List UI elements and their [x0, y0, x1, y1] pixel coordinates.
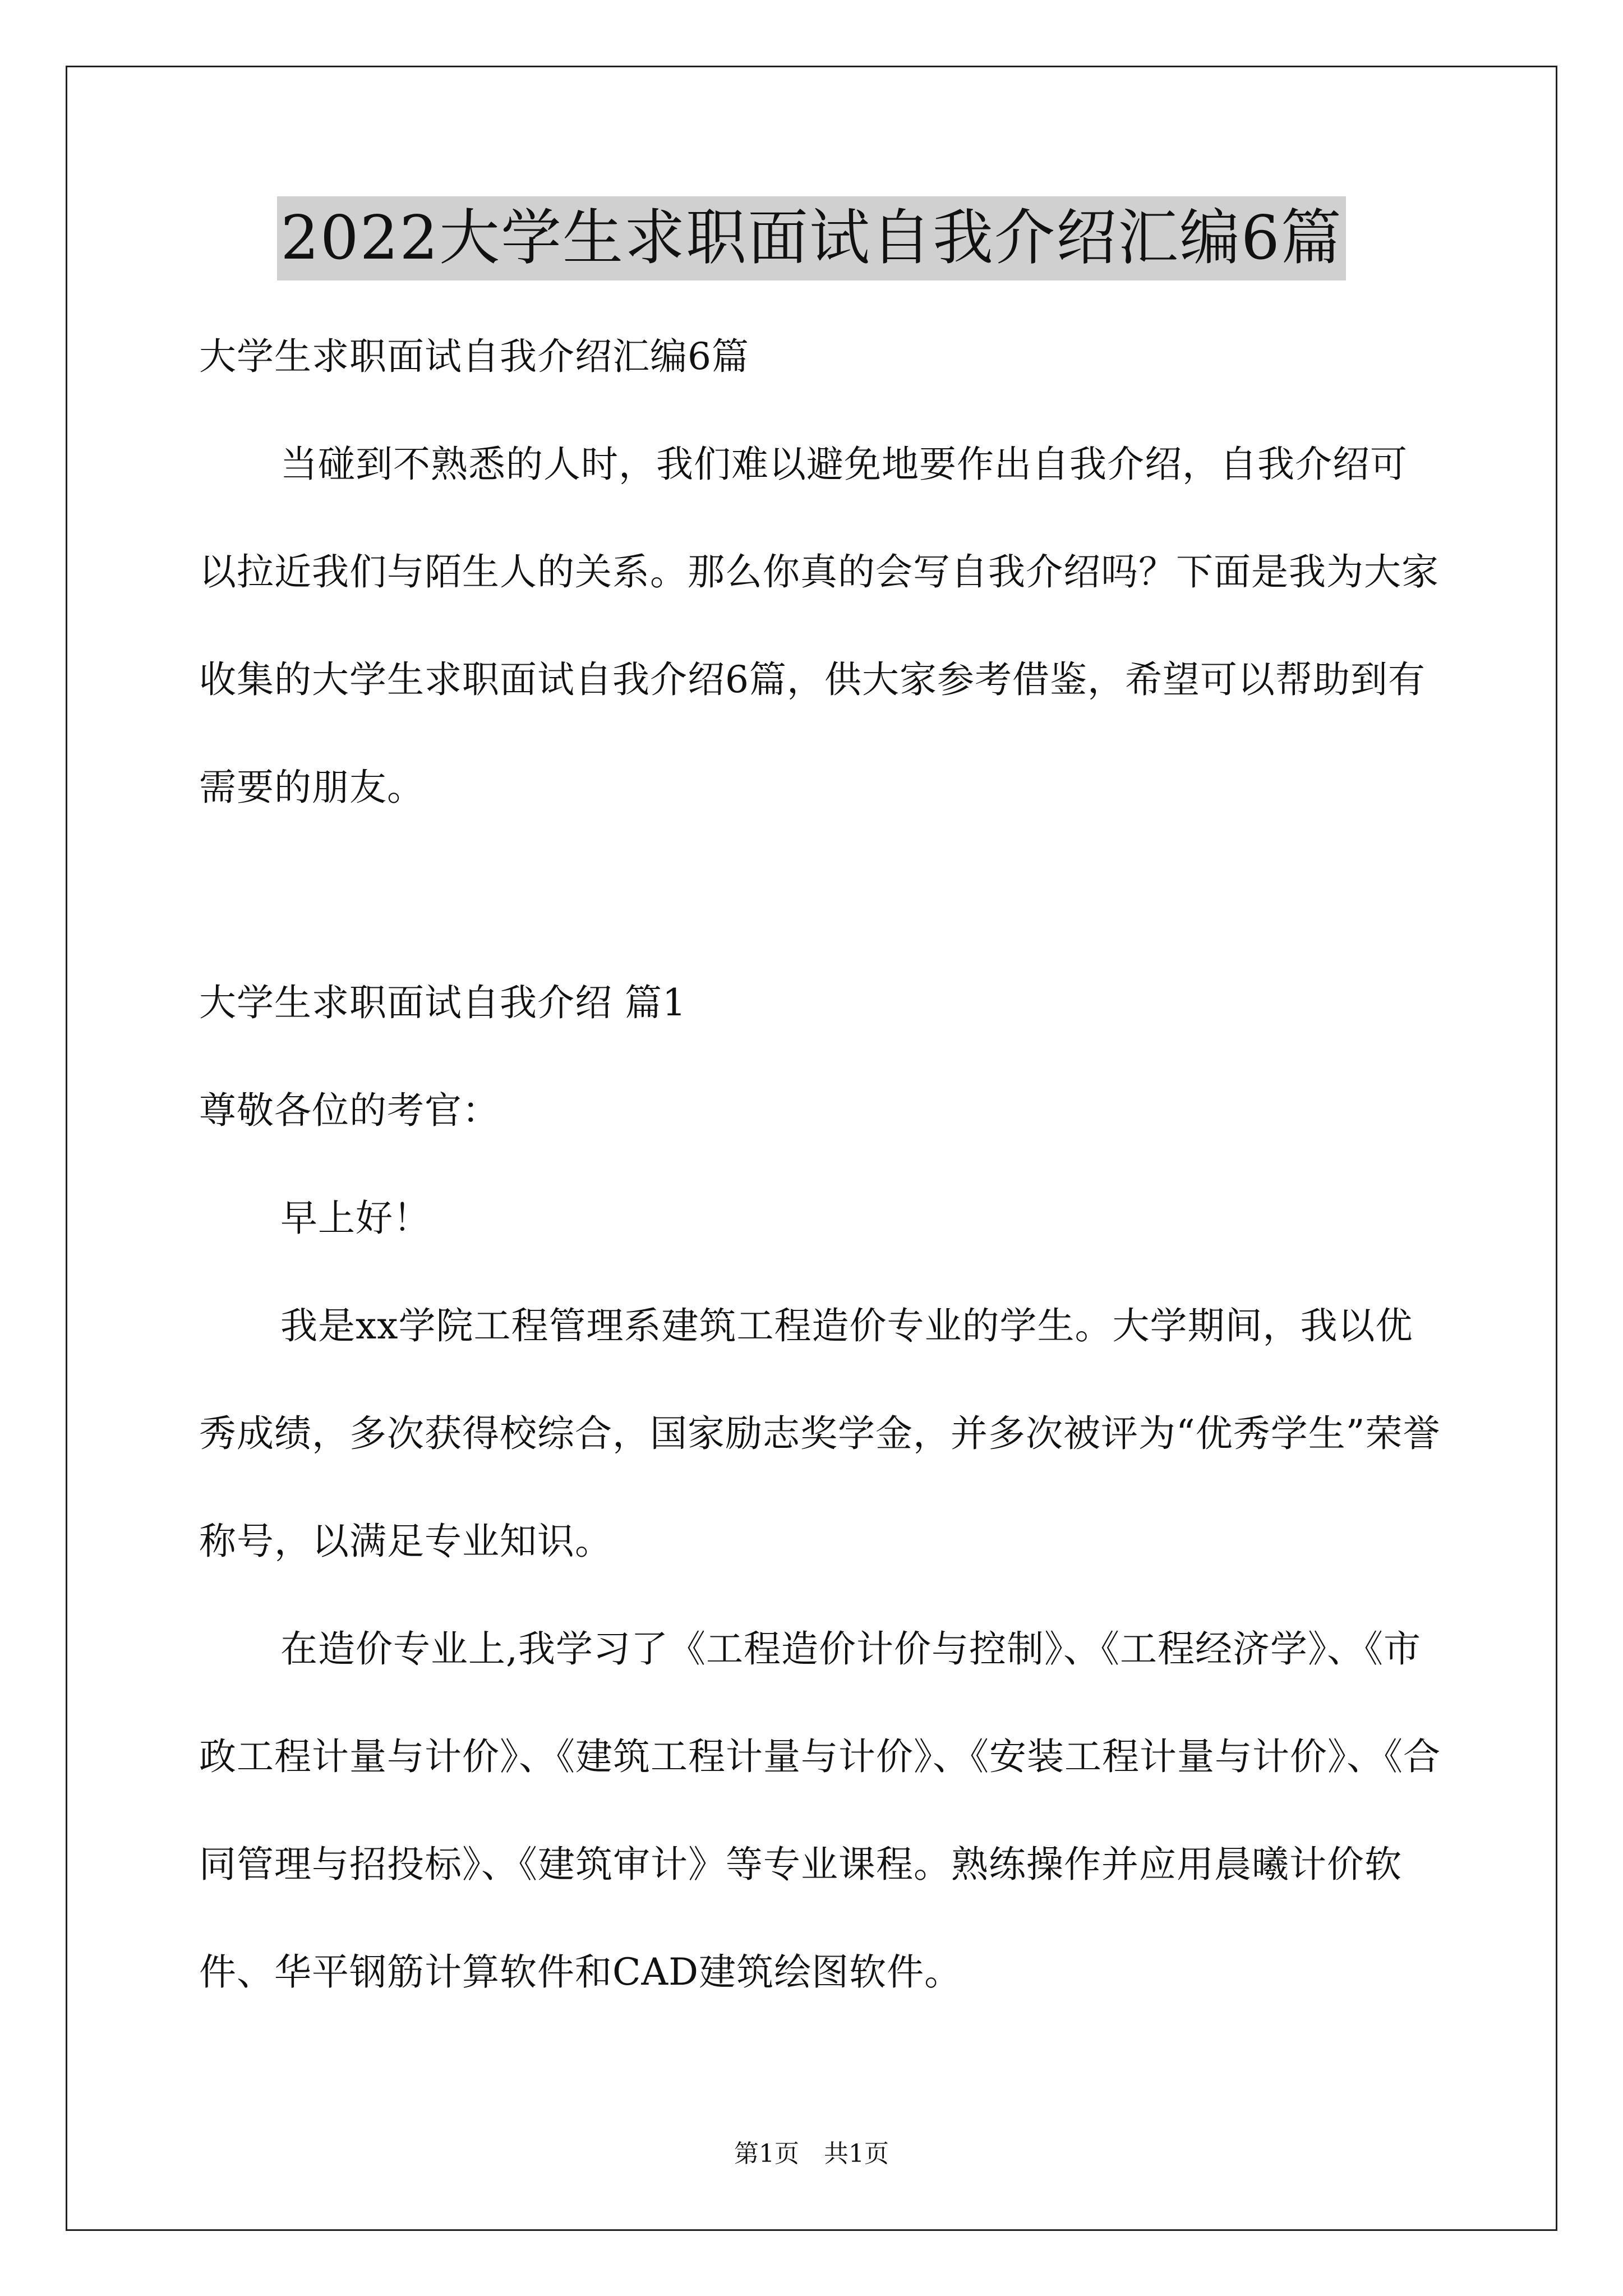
section-heading: 大学生求职面试自我介绍 篇1: [199, 981, 686, 1024]
body-paragraph-2: 在造价专业上,我学习了《工程造价计价与控制》、《工程经济学》、《市政工程计量与计价》、《建筑工程计量与计价》、《安装工程计量与计价》、《合同管理与招投标》、《建筑审计》等专业课程。熟练操作并应用晨曦计价软件、华平钢筋计算软件和CAD建筑绘图软件。: [199, 1627, 1441, 1994]
spacer: [199, 841, 1444, 949]
document-body: [199, 303, 1444, 2026]
page-footer: 第1页 共1页: [734, 2139, 889, 2168]
greeting: 早上好！: [280, 1197, 431, 1240]
body-paragraph-1: 我是xx学院工程管理系建筑工程造价专业的学生。大学期间，我以优秀成绩，多次获得校综合，国家励志奖学金，并多次被评为“优秀学生”荣誉称号，以满足专业知识。: [199, 1304, 1441, 1563]
title-container: [0, 196, 1623, 280]
document-title: 2022大学生求职面试自我介绍汇编6篇: [277, 196, 1346, 280]
intro-paragraph: 当碰到不熟悉的人时，我们难以避免地要作出自我介绍，自我介绍可以拉近我们与陌生人的关系。那么你真的会写自我介绍吗？下面是我为大家收集的大学生求职面试自我介绍6篇，供大家参考借鉴，希望可以帮助到有需要的朋友。: [199, 443, 1439, 809]
salutation: 尊敬各位的考官：: [199, 1089, 500, 1132]
subtitle: 大学生求职面试自我介绍汇编6篇: [199, 335, 749, 378]
